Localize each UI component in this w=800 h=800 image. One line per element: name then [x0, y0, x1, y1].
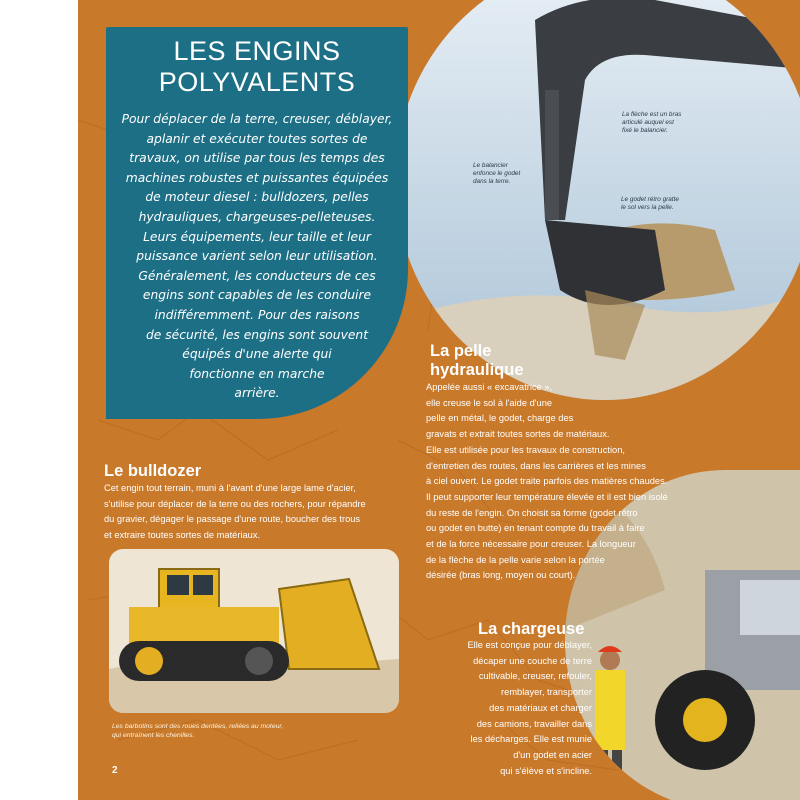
intro-line: Généralement, les conducteurs de ces	[138, 268, 376, 283]
pelle-title	[430, 342, 524, 380]
bulldozer-caption	[112, 722, 283, 740]
pelle-line: elle creuse le sol à l'aide d'une	[426, 397, 553, 408]
intro-line: hydrauliques, chargeuses-pelleteuses.	[138, 209, 376, 224]
pelle-title-line: hydraulique	[430, 361, 524, 379]
intro-line: de sécurité, les engins sont souvent	[145, 327, 369, 342]
intro-line: Leurs équipements, leur taille et leur	[143, 229, 371, 244]
pelle-line: gravats et extrait toutes sortes de matériaux.	[426, 429, 610, 440]
intro-line: aplanir et exécuter toutes sortes de	[146, 131, 368, 146]
caption-line: La flèche est un bras	[622, 111, 682, 118]
pelle-title-line: La pelle	[430, 342, 492, 360]
caption-balancier	[473, 162, 520, 187]
chargeuse-title: La chargeuse	[478, 620, 585, 638]
intro-text	[112, 110, 402, 404]
page-title	[106, 36, 408, 98]
intro-line: engins sont capables de les conduire	[142, 288, 372, 303]
intro-line: Pour déplacer de la terre, creuser, déblayer,	[121, 112, 393, 126]
page-margin	[0, 0, 78, 800]
caption-line: le sol vers la pelle.	[621, 204, 674, 212]
caption-line: articulé auquel est	[622, 119, 674, 127]
chargeuse-line: les décharges. Elle est munie	[470, 734, 592, 745]
chargeuse-line: qui s'élève et s'incline.	[500, 765, 592, 776]
intro-line: équipés d'une alerte qui	[182, 347, 332, 362]
bulldozer-line: Cet engin tout terrain, muni à l'avant d'une large lame d'acier,	[104, 483, 356, 493]
caption-line: enfonce le godet	[473, 170, 521, 178]
intro-line: indifféremment. Pour des raisons	[154, 307, 360, 322]
pelle-line: Elle est utilisée pour les travaux de construction,	[426, 444, 625, 455]
caption-line: dans la terre.	[473, 178, 511, 186]
bulldozer-line: s'utilise pour déplacer de la terre ou des rochers, pour répandre	[104, 498, 366, 509]
caption-line: qui entraînent les chenilles.	[112, 732, 195, 739]
caption-line: Le godet rétro gratte	[621, 196, 679, 203]
chargeuse-line: Elle est conçue pour déblayer,	[467, 640, 592, 650]
pelle-text	[426, 380, 668, 584]
title-line: POLYVALENTS	[158, 67, 356, 97]
pelle-line: désirée (bras long, moyen ou court).	[426, 570, 576, 581]
page-number: 2	[112, 765, 118, 776]
intro-line: machines robustes et puissantes équipées	[125, 170, 389, 185]
title-line: LES ENGINS	[173, 36, 341, 66]
bulldozer-text	[104, 481, 366, 544]
pelle-line: du reste de l'engin. On choisit sa forme (godet rétro	[426, 507, 638, 518]
bulldozer-photo	[109, 549, 399, 713]
caption-line: Les barbotins sont des roues dentées, reliées au moteur,	[112, 723, 284, 730]
intro-line: travaux, on utilise par tous les temps des	[129, 151, 385, 166]
intro-line: arrière.	[234, 386, 280, 401]
pelle-line: Il peut supporter leur température élevée et il est bien isolé	[426, 491, 668, 502]
pelle-line: et de la force nécessaire pour creuser. La longueur	[426, 539, 636, 550]
caption-fleche	[622, 111, 681, 136]
intro-line: puissance varient selon leur utilisation.	[136, 249, 378, 264]
chargeuse-line: cultivable, creuser, refouler,	[478, 671, 592, 682]
chargeuse-line: d'un godet en acier	[513, 749, 592, 760]
bulldozer-title: Le bulldozer	[104, 462, 202, 480]
pelle-line: d'entretien des routes, dans les carrières et les mines	[426, 460, 646, 471]
pelle-line: ou godet en butte) en tenant compte du travail à faire	[426, 523, 645, 534]
pelle-line: de la flèche de la pelle varie selon la portée	[426, 554, 605, 565]
intro-line: de moteur diesel : bulldozers, pelles	[145, 190, 369, 205]
chargeuse-line: décaper une couche de terre	[473, 655, 592, 666]
caption-line: Le balancier	[473, 162, 508, 169]
caption-line: fixé le balancier.	[622, 127, 668, 135]
bulldozer-line: du gravier, dégager le passage d'une route, boucher des trous	[104, 514, 361, 525]
chargeuse-line: des matériaux et charger	[489, 702, 592, 713]
chargeuse-line: remblayer, transporter	[501, 687, 592, 698]
chargeuse-line: des camions, travailler dans	[476, 718, 592, 729]
pelle-line: pelle en métal, le godet, charge des	[426, 413, 574, 424]
caption-godet	[621, 196, 679, 212]
chargeuse-text	[442, 638, 592, 779]
intro-line: fonctionne en marche	[189, 366, 325, 381]
bulldozer-line: et extraire toutes sortes de matériaux.	[104, 530, 261, 541]
pelle-line: Appelée aussi « excavatrice »,	[426, 382, 553, 392]
pelle-line: à ciel ouvert. Le godet traite parfois des matières chaudes.	[426, 476, 668, 487]
